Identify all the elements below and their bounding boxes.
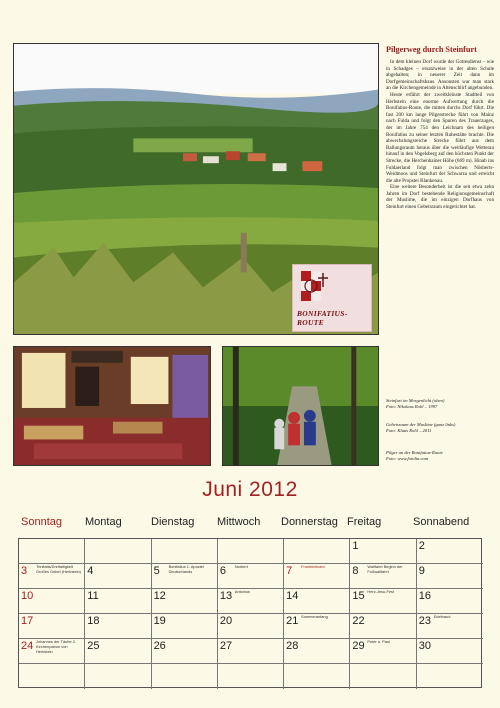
day-number: 19 <box>153 615 166 627</box>
calendar-day-cell <box>19 664 85 689</box>
calendar-day-cell <box>152 564 218 589</box>
day-event-note: Edeltraud <box>433 614 451 619</box>
article-paragraph: Eine weitere Besonderheit ist die seit etwa zehn Jahren im Dorf bestehende Religionsgemeinschaft der Muslime, die im einzigen Dorfhaus von Steinfurt einen Gebetsraum eingerichtet hat. <box>386 184 494 211</box>
calendar-day-cell <box>417 614 483 639</box>
calendar-day-cell <box>19 564 85 589</box>
day-event-note: Fronleichnam <box>301 564 325 569</box>
calendar-day-cell <box>218 564 284 589</box>
day-event-note: Bonifatius 1. Apostel Deutschlands <box>168 564 204 574</box>
calendar-day-cell <box>218 614 284 639</box>
day-event-note: Wallfahrt Beginn der Fußwallfahrt <box>367 564 403 574</box>
day-event-note: Johannes der Täufer 2. Kirchenpatron von Herbstein <box>36 639 77 654</box>
calendar-day-cell <box>85 564 151 589</box>
day-number: 18 <box>87 615 100 627</box>
day-event-note: Norbert <box>234 564 248 569</box>
day-number: 25 <box>87 640 100 652</box>
caption-credit: Foto: www.fotolia.com <box>386 456 429 462</box>
calendar-day-cell <box>218 539 284 564</box>
day-event-note: Sommeranfang <box>301 614 328 619</box>
day-number: 17 <box>21 615 34 627</box>
article-paragraph: Heute erfährt der zweitkleinste Stadtteil von Herbstein eine enorme Aufwertung durch die Bonifatius-Route, die mitten durchs Dorf führt. Die fast 200 km lange Pilgerstrecke führt von Mainz nach Fulda und folgt den Spuren des Trauerzuges, der im Jahre 754 den Leichnam des heiligen Bonifatius zu seiner letzten Ruhestätte brachte. Die abwechslungsreiche Strecke führt aus dem Ballungsraum heraus über die weitläufige Wetterau hinauf in den Vogelsberg auf den höchsten Punkt der Strecke, die Herchenhainer Höhe (669 m). Hinab ins Fuldaerland folgt man zwischen Nösberts-Weidmoos und Steinfurt der Schwarza und erreicht die alte Propstei Blankenau. <box>386 91 494 184</box>
calendar-day-cell <box>284 539 350 564</box>
calendar-day-cell <box>350 664 416 689</box>
calendar-day-cell <box>350 589 416 614</box>
day-number: 10 <box>21 590 34 602</box>
weekday-friday: Freitag <box>347 516 382 528</box>
article-title: Pilgerweg durch Steinfurt <box>386 45 477 54</box>
day-number: 22 <box>352 615 365 627</box>
caption-credit: Foto: Nikolaus Rohl – 1997 <box>386 404 438 410</box>
calendar-day-cell <box>417 664 483 689</box>
day-number: 13 <box>219 590 233 602</box>
pilgrims-forest-photo <box>222 346 379 466</box>
day-number: 14 <box>286 590 299 602</box>
day-number: 4 <box>87 565 94 577</box>
day-number: 21 <box>286 615 299 627</box>
calendar-day-cell <box>350 539 416 564</box>
calendar-day-cell <box>284 564 350 589</box>
calendar-day-cell <box>85 639 151 664</box>
calendar-day-cell <box>152 639 218 664</box>
weekday-saturday: Sonnabend <box>413 516 470 528</box>
caption-text: Pilger an der Bonifatius-Route <box>386 450 443 455</box>
caption-credit: Foto: Klaus Rohl – 2011 <box>386 428 432 434</box>
calendar-day-cell <box>19 589 85 614</box>
caption-text: Gebetsraum der Muslime (ganz links) <box>386 422 456 427</box>
day-number: 9 <box>418 565 425 577</box>
prayer-room-photo <box>13 346 211 466</box>
calendar-day-cell <box>284 589 350 614</box>
calendar-day-cell <box>417 564 483 589</box>
month-title: Juni 2012 <box>202 478 298 501</box>
day-number: 6 <box>219 565 226 577</box>
photo-caption <box>386 422 494 434</box>
calendar-day-cell <box>350 564 416 589</box>
weekday-wednesday: Mittwoch <box>217 516 261 528</box>
day-number: 1 <box>352 540 359 552</box>
weekday-tuesday: Dienstag <box>151 516 195 528</box>
calendar-day-cell <box>152 614 218 639</box>
day-number: 28 <box>286 640 299 652</box>
day-event-note: Herz-Jesu-Fest <box>367 589 395 594</box>
calendar-day-cell <box>85 664 151 689</box>
day-number: 24 <box>21 640 34 652</box>
day-number: 3 <box>21 565 28 577</box>
calendar-day-cell <box>85 589 151 614</box>
day-number: 27 <box>219 640 233 652</box>
day-number: 20 <box>219 615 233 627</box>
calendar-day-cell <box>284 639 350 664</box>
calendar-day-cell <box>350 639 416 664</box>
calendar-day-cell <box>284 614 350 639</box>
calendar-day-cell <box>218 639 284 664</box>
day-number: 8 <box>352 565 359 577</box>
weekday-header-row <box>13 516 483 532</box>
day-number: 23 <box>418 615 431 627</box>
weekday-sunday: Sonntag <box>21 516 62 528</box>
calendar-day-cell <box>19 614 85 639</box>
day-number: 2 <box>418 540 425 552</box>
day-event-note: Peter u. Paul <box>367 639 390 644</box>
day-number: 11 <box>87 590 99 602</box>
calendar-day-cell <box>417 539 483 564</box>
logo-label: BONIFATIUS-ROUTE <box>297 309 348 327</box>
calendar-day-cell <box>417 639 483 664</box>
day-event-note: Trinitatis/Dreifaltigkeit Großes Gebet (Herbstein) <box>36 564 81 574</box>
calendar-day-cell <box>19 639 85 664</box>
bonifatius-route-logo <box>292 264 372 332</box>
calendar-day-cell <box>152 664 218 689</box>
weekday-thursday: Donnerstag <box>281 516 338 528</box>
day-number: 12 <box>153 590 166 602</box>
article-paragraph: In dem kleinen Dorf wurde der Gottesdienst – wie in Schadges – ersatzweise in der alten Schule abgehalten; in neuerer Zeit dann im Dorfgemeinschaftshaus. Ansonsten war man stark an die Kirchengemeinde in Altenschlirf angebunden. <box>386 59 494 92</box>
day-event-note: Antonius <box>234 589 250 594</box>
day-number: 29 <box>352 640 365 652</box>
day-number: 30 <box>418 640 431 652</box>
calendar-day-cell <box>19 539 85 564</box>
calendar-day-cell <box>85 614 151 639</box>
calendar-day-cell <box>284 664 350 689</box>
calendar-day-cell <box>218 589 284 614</box>
caption-text: Steinfurt im Morgenlicht (oben) <box>386 398 445 403</box>
calendar-day-cell <box>85 539 151 564</box>
day-number: 15 <box>352 590 365 602</box>
weekday-monday: Montag <box>85 516 122 528</box>
day-number: 7 <box>286 565 293 577</box>
calendar-day-cell <box>350 614 416 639</box>
day-number: 5 <box>153 565 160 577</box>
photo-caption <box>386 398 494 410</box>
calendar-day-cell <box>152 539 218 564</box>
photo-caption <box>386 450 494 462</box>
calendar-day-cell <box>152 589 218 614</box>
day-number: 26 <box>153 640 166 652</box>
day-number: 16 <box>418 590 431 602</box>
calendar-day-cell <box>218 664 284 689</box>
article <box>386 45 494 211</box>
calendar-grid <box>18 538 482 688</box>
calendar-day-cell <box>417 589 483 614</box>
